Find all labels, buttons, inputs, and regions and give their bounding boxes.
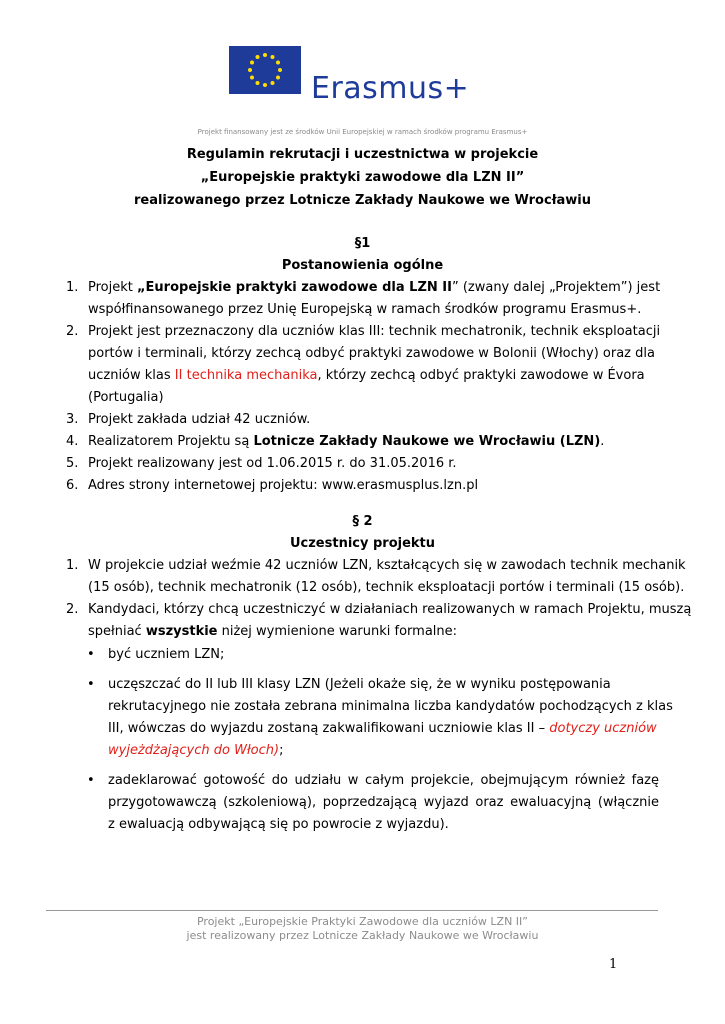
erasmus-logo [229, 46, 479, 106]
list-item-continued: współfinansowanego przez Unię Europejską w ramach środków programu Erasmus+. [88, 302, 642, 317]
list-item: W projekcie udział weźmie 42 uczniów LZN, kształcących się w zawodach technik mechanik [88, 558, 686, 573]
list-item: Projekt „Europejskie praktyki zawodowe dla LZN II” (zwany dalej „Projektem”) jest [88, 280, 661, 295]
list-number: 1. [66, 280, 79, 295]
footer-line1: Projekt „Europejskie Praktyki Zawodowe dla uczniów LZN II” [196, 915, 528, 928]
list-number: 3. [66, 412, 79, 427]
bullet-item: uczęszczać do II lub III klasy LZN (Jeżeli okaże się, że w wyniku postępowania [108, 677, 611, 692]
list-number: 6. [66, 478, 79, 493]
list-number: 2. [66, 602, 79, 617]
list-item: Projekt zakłada udział 42 uczniów. [88, 412, 311, 427]
bullet-item-continued: wyjeżdżających do Włoch); [108, 743, 284, 758]
list-item: Adres strony internetowej projektu: www.erasmusplus.lzn.pl [88, 478, 479, 493]
footer-divider [46, 910, 658, 911]
bullet-item-continued: przygotowawczą (szkoleniową), poprzedzającą wyjazd oraz ewaluacyjną (włącznie [108, 795, 659, 810]
list-item: Projekt realizowany jest od 1.06.2015 r. do 31.05.2016 r. [88, 456, 457, 471]
list-item-continued: portów i terminali, którzy zechcą odbyć praktyki zawodowe w Bolonii (Włochy) oraz dla [88, 346, 655, 361]
section1-number: §1 [354, 236, 371, 251]
funding-note: Projekt finansowany jest ze środków Unii Europejskiej w ramach środków programu Erasmus+ [197, 128, 528, 136]
list-number: 4. [66, 434, 79, 449]
doc-title-line3: realizowanego przez Lotnicze Zakłady Naukowe we Wrocławiu [133, 193, 592, 208]
brand-name: Erasmus+ [311, 71, 470, 106]
footer-line2: jest realizowany przez Lotnicze Zakłady Naukowe we Wrocławiu [186, 929, 539, 942]
section1-heading: Postanowienia ogólne [281, 258, 444, 273]
list-item: Realizatorem Projektu są Lotnicze Zakłady Naukowe we Wrocławiu (LZN). [88, 434, 605, 449]
bullet-icon: • [87, 677, 95, 692]
list-item-continued: uczniów klas II technika mechanika, którzy zechcą odbyć praktyki zawodowe w Évora [88, 368, 645, 383]
eu-flag-icon [229, 46, 301, 94]
list-number: 1. [66, 558, 79, 573]
list-number: 2. [66, 324, 79, 339]
bullet-item: być uczniem LZN; [108, 647, 225, 662]
bullet-item-continued: III, wówczas do wyjazdu zostaną zakwalifikowani uczniowie klas II – dotyczy uczniów [108, 721, 657, 736]
section2-heading: Uczestnicy projektu [289, 536, 436, 551]
bullet-item-continued: rekrutacyjnego nie została zebrana minimalna liczba kandydatów pochodzących z klas [108, 699, 673, 714]
bullet-icon: • [87, 773, 95, 788]
doc-title-line1: Regulamin rekrutacji i uczestnictwa w projekcie [186, 147, 539, 162]
list-number: 5. [66, 456, 79, 471]
bullet-item: zadeklarować gotowość do udziału w całym projekcie, obejmującym również fazę [108, 773, 659, 788]
list-item-continued: spełniać wszystkie niżej wymienione warunki formalne: [88, 624, 458, 639]
page-number: 1 [609, 957, 618, 972]
list-item-continued: (Portugalia) [88, 390, 164, 405]
list-item: Projekt jest przeznaczony dla uczniów klas III: technik mechatronik, technik eksploatacji [88, 324, 661, 339]
bullet-item-continued: z ewaluacją odbywającą się po powrocie z wyjazdu). [108, 817, 449, 832]
bullet-icon: • [87, 647, 95, 662]
section2-number: § 2 [352, 514, 373, 529]
list-item: Kandydaci, którzy chcą uczestniczyć w działaniach realizowanych w ramach Projektu, muszą [88, 602, 692, 617]
list-item-continued: (15 osób), technik mechatronik (12 osób), technik eksploatacji portów i terminali (15 osób). [88, 580, 685, 595]
doc-title-line2: „Europejskie praktyki zawodowe dla LZN II” [200, 170, 525, 185]
